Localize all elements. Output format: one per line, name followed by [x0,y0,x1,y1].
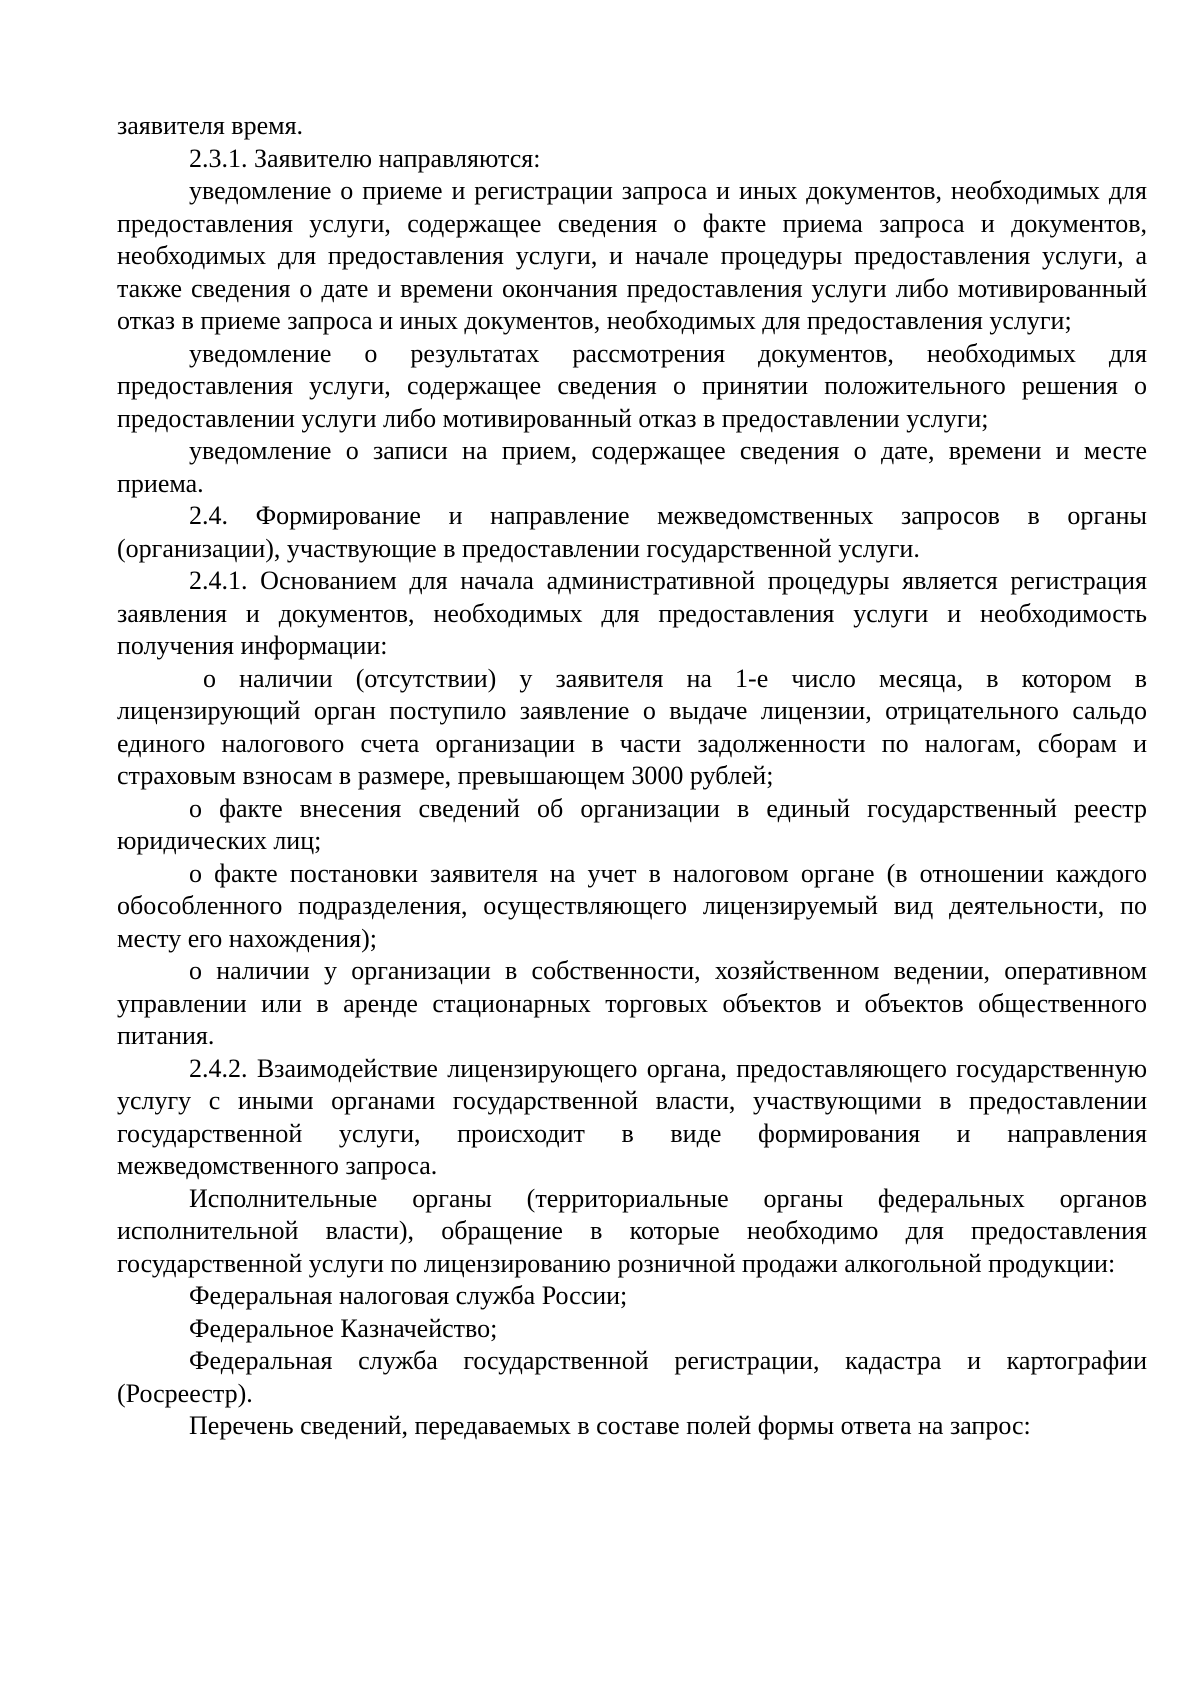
paragraph-rosreestr: Федеральная служба государственной регистрации, кадастра и картографии (Росреестр). [117,1346,1147,1408]
paragraph-executive-bodies: Исполнительные органы (территориальные органы федеральных органов исполнительной власти), обращение в которые необходимо для предоставления государственной услуги по лицензированию розничной продажи алкогольной продукции: [117,1183,1147,1278]
paragraph-continuation: заявителя время. [117,111,304,140]
paragraph-notice-receipt: уведомление о приеме и регистрации запроса и иных документов, необходимых для предоставления услуги, содержащее сведения о факте приема запроса и документов, необходимых для предоставления услуги, и начале процедуры предоставления услуги, а также сведения о дате и времени окончания предоставления услуги либо мотивированный отказ в приеме запроса и иных документов, необходимых для предоставления услуги; [117,176,1147,335]
document-page [117,110,1147,1443]
paragraph-property: о наличии у организации в собственности, хозяйственном ведении, оперативном управлении или в аренде стационарных торговых объектов и объектов общественного питания. [117,956,1147,1050]
paragraph-fields-list: Перечень сведений, передаваемых в составе полей формы ответа на запрос: [189,1411,1031,1440]
paragraph-2-4-2: 2.4.2. Взаимодействие лицензирующего органа, предоставляющего государственную услугу с иными органами государственной власти, участвующими в предоставлении государственной услуги, происходит в виде формирования и направления межведомственного запроса. [117,1053,1147,1180]
paragraph-tax-registration: о факте постановки заявителя на учет в налоговом органе (в отношении каждого обособленного подразделения, осуществляющего лицензируемый вид деятельности, по месту его нахождения); [117,858,1147,953]
paragraph-notice-results: уведомление о результатах рассмотрения документов, необходимых для предоставления услуги, содержащее сведения о принятии положительного решения о предоставлении услуги либо мотивированный отказ в предоставлении услуги; [117,338,1147,433]
paragraph-negative-balance: о наличии (отсутствии) у заявителя на 1-е число месяца, в котором в лицензирующий орган поступило заявление о выдаче лицензии, отрицательного сальдо единого налогового счета организации в части задолженности по налогам, сборам и страховым взносам в размере, превышающем 3000 рублей; [117,663,1147,790]
paragraph-treasury: Федеральное Казначейство; [189,1313,498,1343]
paragraph-2-3-1: 2.3.1. Заявителю направляются: [189,143,541,173]
paragraph-registry: о факте внесения сведений об организации в единый государственный реестр юридических лиц; [117,793,1147,855]
paragraph-2-4-1: 2.4.1. Основанием для начала административной процедуры является регистрация заявления и документов, необходимых для предоставления услуги и необходимость получения информации: [117,566,1147,660]
paragraph-2-4: 2.4. Формирование и направление межведомственных запросов в органы (организации), участвующие в предоставлении государственной услуги. [117,501,1147,563]
paragraph-fns: Федеральная налоговая служба России; [189,1281,628,1310]
paragraph-notice-appointment: уведомление о записи на прием, содержащее сведения о дате, времени и месте приема. [117,436,1147,498]
